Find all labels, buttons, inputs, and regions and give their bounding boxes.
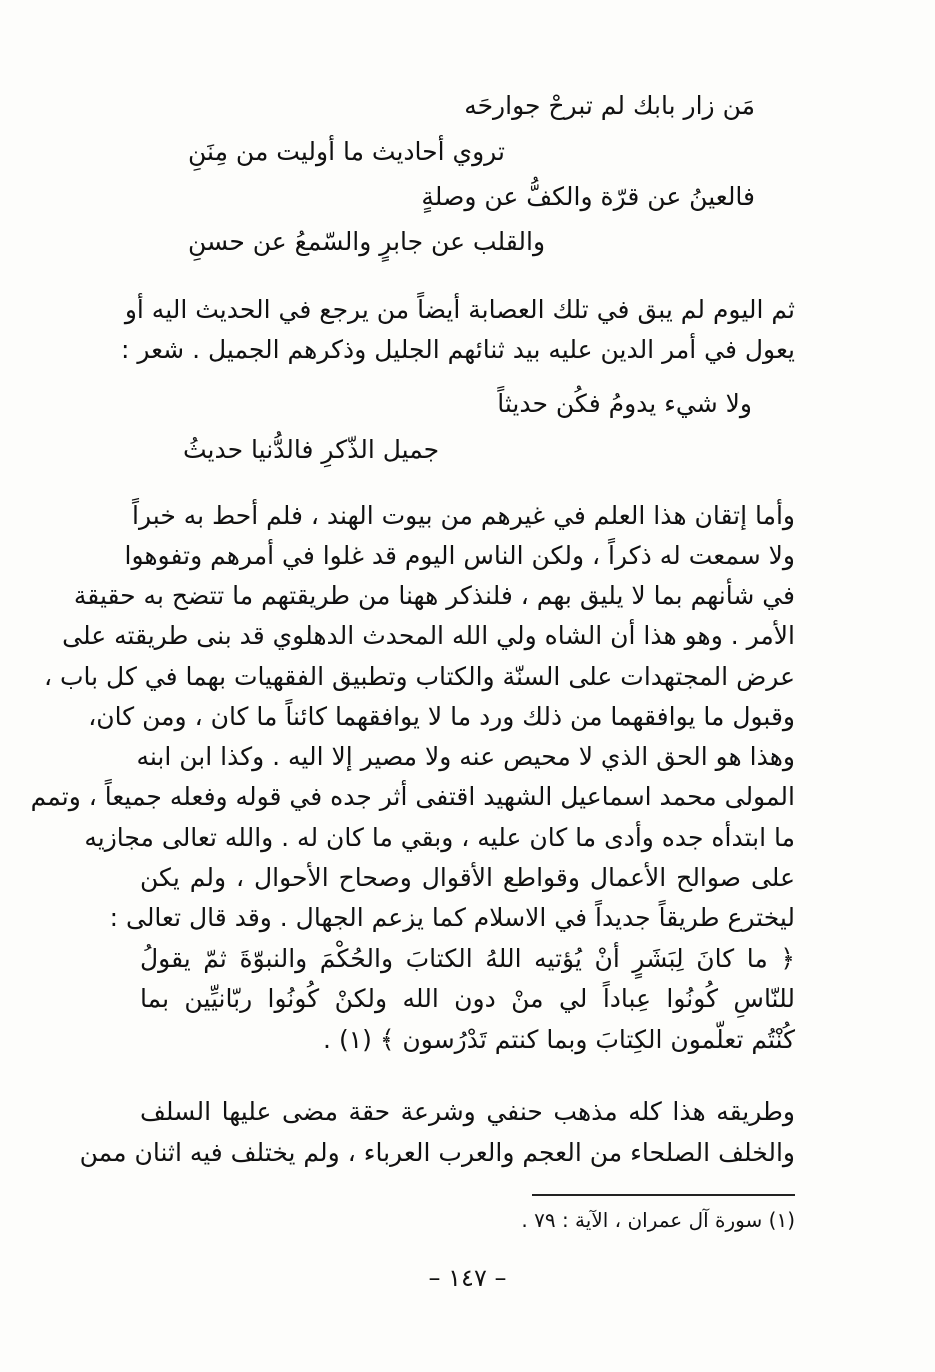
paragraph-line: يعول في أمر الدين عليه بيد ثنائهم الجليل وذكرهم الجميل . شعر : xyxy=(120,335,795,364)
quran-verse-line: كُنْتُم تعلّمون الكِتابَ وبما كنتم تَدْرُسون ﴾ (١) . xyxy=(323,1025,795,1054)
paragraph-line: والخلف الصلحاء من العجم والعرب العرباء ، ولم يختلف فيه اثنان ممن xyxy=(79,1138,795,1167)
paragraph-line: عرض المجتهدات على السنّة والكتاب وتطبيق الفقهيات بهما في كل باب ، xyxy=(43,662,795,691)
quran-verse-line: للنّاسِ كُونُوا عِباداً لي منْ دون الله ولكنْ كُونُوا ربّانيِّين بما xyxy=(140,984,795,1013)
paragraph-line: وأما إتقان هذا العلم في غيرهم من بيوت الهند ، فلم أحط به خبراً xyxy=(132,501,795,530)
poem-line: مَن زار بابك لم تبرحْ جوارحَه xyxy=(464,91,755,120)
paragraph-line: وهذا هو الحق الذي لا محيص عنه ولا مصير إلا اليه . وكذا ابن ابنه xyxy=(136,742,795,771)
paragraph-line: ليخترع طريقاً جديداً في الاسلام كما يزعم الجهال . وقد قال تعالى : xyxy=(109,903,795,932)
paragraph-line: ولا سمعت له ذكراً ، ولكن الناس اليوم قد غلوا في أمرهم وتفوهوا xyxy=(124,541,795,570)
poem-line: فالعينُ عن قرّة والكفُّ عن وصلةٍ xyxy=(421,182,755,211)
paragraph-line: ما ابتدأه جده وأدى ما كان عليه ، وبقي ما كان له . والله تعالى مجازيه xyxy=(84,823,795,852)
footnote: (١) سورة آل عمران ، الآية : ٧٩ . xyxy=(521,1208,795,1232)
quran-verse-line: ﴿ ما كانَ لِبَشَرٍ أنْ يُؤتيه اللهُ الكتابَ والحُكْمَ والنبوّةَ ثمّ يقولُ xyxy=(140,944,795,973)
poem-line: تروي أحاديث ما أوليت من مِنَنِ xyxy=(188,137,505,166)
paragraph-line: على صوالح الأعمال وقواطع الأقوال وصحاح الأحوال ، ولم يكن xyxy=(140,863,795,892)
page-number: – ١٤٧ – xyxy=(428,1264,507,1292)
paragraph-line: الأمر . وهو هذا أن الشاه ولي الله المحدث الدهلوي قد بنى طريقته على xyxy=(62,621,795,650)
paragraph-line: في شأنهم بما لا يليق بهم ، فلنذكر ههنا من طريقتهم ما تتضح به حقيقة xyxy=(73,581,795,610)
poem-line: والقلب عن جابرٍ والسّمعُ عن حسنِ xyxy=(188,227,546,256)
paragraph-line: وقبول ما يوافقهما من ذلك ورد ما لا يوافقهما كائناً ما كان ، ومن كان، xyxy=(88,702,795,731)
paragraph-line: وطريقه هذا كله مذهب حنفي وشرعة حقة مضى عليها السلف xyxy=(140,1097,795,1126)
paragraph-line: ثم اليوم لم يبق في تلك العصابة أيضاً من يرجع في الحديث اليه أو xyxy=(124,295,795,324)
poem-line: ولا شيء يدومُ فكُن حديثاً xyxy=(497,389,752,418)
poem-line: جميل الذّكرِ فالدُّنيا حديثُ xyxy=(183,435,440,464)
paragraph-line: المولى محمد اسماعيل الشهيد اقتفى أثر جده في قوله وفعله جميعاً ، وتمم xyxy=(30,782,795,811)
footnote-divider xyxy=(532,1194,795,1196)
